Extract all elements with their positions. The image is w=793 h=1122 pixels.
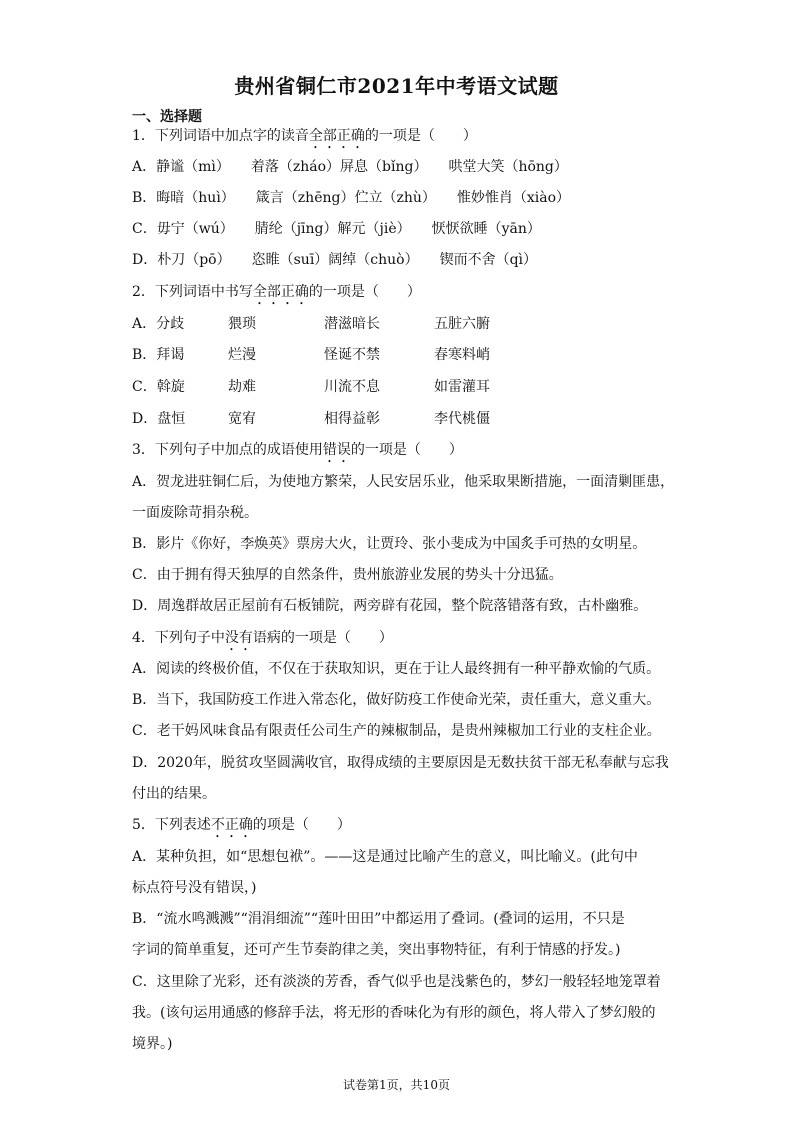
page-title: 贵州省铜仁市2021年中考语文试题 — [234, 74, 559, 98]
q3-option-a-line-2: 一面废除苛捐杂税。 — [132, 505, 258, 521]
question-5-stem: 5．下列表述不正确的项是（ ） — [132, 817, 351, 833]
q5-option-b-line-1: B．“流水鸣溅溅”“涓涓细流”“莲叶田田”中都运用了叠词。(叠词的运用，不只是 — [132, 911, 625, 927]
question-1-stem: 1．下列词语中加点字的读音全部正确的一项是（ ） — [132, 128, 477, 144]
section-heading: 一、选择题 — [132, 109, 202, 125]
q2-option-b: B．拜谒 烂漫 怪诞不禁 春寒料峭 — [132, 347, 490, 363]
q4-option-b: B．当下，我国防疫工作进入常态化，做好防疫工作使命光荣，责任重大，意义重大。 — [132, 692, 661, 708]
q3-option-a-line-1: A．贺龙进驻铜仁后，为使地方繁荣，人民安居乐业，他采取果断措施，一面清剿匪患， — [132, 474, 675, 490]
question-4-stem: 4．下列句子中没有语病的一项是（ ） — [132, 630, 393, 646]
q4-option-a: A．阅读的终极价值，不仅在于获取知识，更在于让人最终拥有一种平静欢愉的气质。 — [132, 661, 661, 677]
q5-option-a-line-1: A．某种负担，如“思想包袱”。——这是通过比喻产生的意义，叫比喻义。(此句中 — [132, 849, 638, 865]
q4-option-c: C．老干妈风味食品有限责任公司生产的辣椒制品，是贵州辣椒加工行业的支柱企业。 — [132, 723, 661, 739]
q1-option-b: B．晦暗（huì） 箴言（zhēng）伫立（zhù） 惟妙惟肖（xiào） — [132, 190, 571, 206]
q4-option-d-line-2: 付出的结果。 — [132, 786, 216, 802]
q2-option-d: D．盘恒 宽宥 相得益彰 李代桃僵 — [132, 411, 490, 427]
q5-option-c-line-3: 境界。) — [132, 1036, 173, 1052]
q3-option-b: B．影片《你好，李焕英》票房大火，让贾玲、张小斐成为中国炙手可热的女明星。 — [132, 536, 647, 552]
q4-option-d-line-1: D．2020年，脱贫攻坚圆满收官，取得成绩的主要原因是无数扶贫干部无私奉献与忘我 — [132, 755, 669, 771]
q5-option-c-line-2: 我。(该句运用通感的修辞手法，将无形的香味化为有形的颜色，将人带入了梦幻般的 — [132, 1005, 656, 1021]
q2-option-a: A．分歧 猥琐 潜滋暗长 五脏六腑 — [132, 316, 490, 332]
q3-option-c: C．由于拥有得天独厚的自然条件，贵州旅游业发展的势头十分迅猛。 — [132, 567, 563, 583]
question-2-stem: 2．下列词语中书写全部正确的一项是（ ） — [132, 284, 421, 300]
question-3-stem: 3．下列句子中加点的成语使用错误的一项是（ ） — [132, 442, 463, 458]
q5-option-c-line-1: C．这里除了光彩，还有淡淡的芳香，香气似乎也是浅紫色的，梦幻一般轻轻地笼罩着 — [132, 974, 661, 990]
page-footer: 试卷第1页，共10页 — [343, 1078, 450, 1092]
q5-option-b-line-2: 字词的简单重复，还可产生节奏韵律之美，突出事物特征，有利于情感的抒发。) — [132, 942, 621, 958]
q3-option-d: D．周逸群故居正屋前有石板铺院，两旁辟有花园，整个院落错落有致，古朴幽雅。 — [132, 598, 648, 614]
q1-option-c: C．毋宁（wú） 腈纶（jīng）解元（jiè） 恹恹欲睡（yān） — [132, 221, 541, 237]
q5-option-a-line-2: 标点符号没有错误，) — [132, 880, 257, 896]
q2-option-c: C．斡旋 劫难 川流不息 如雷灌耳 — [132, 379, 490, 395]
q1-option-d: D．朴刀（pō） 恣睢（suī）阔绰（chuò） 锲而不舍（qì） — [132, 252, 538, 268]
q1-option-a: A．静谧（mì） 着落（zháo）屏息（bǐng） 哄堂大笑（hōng） — [132, 159, 568, 175]
